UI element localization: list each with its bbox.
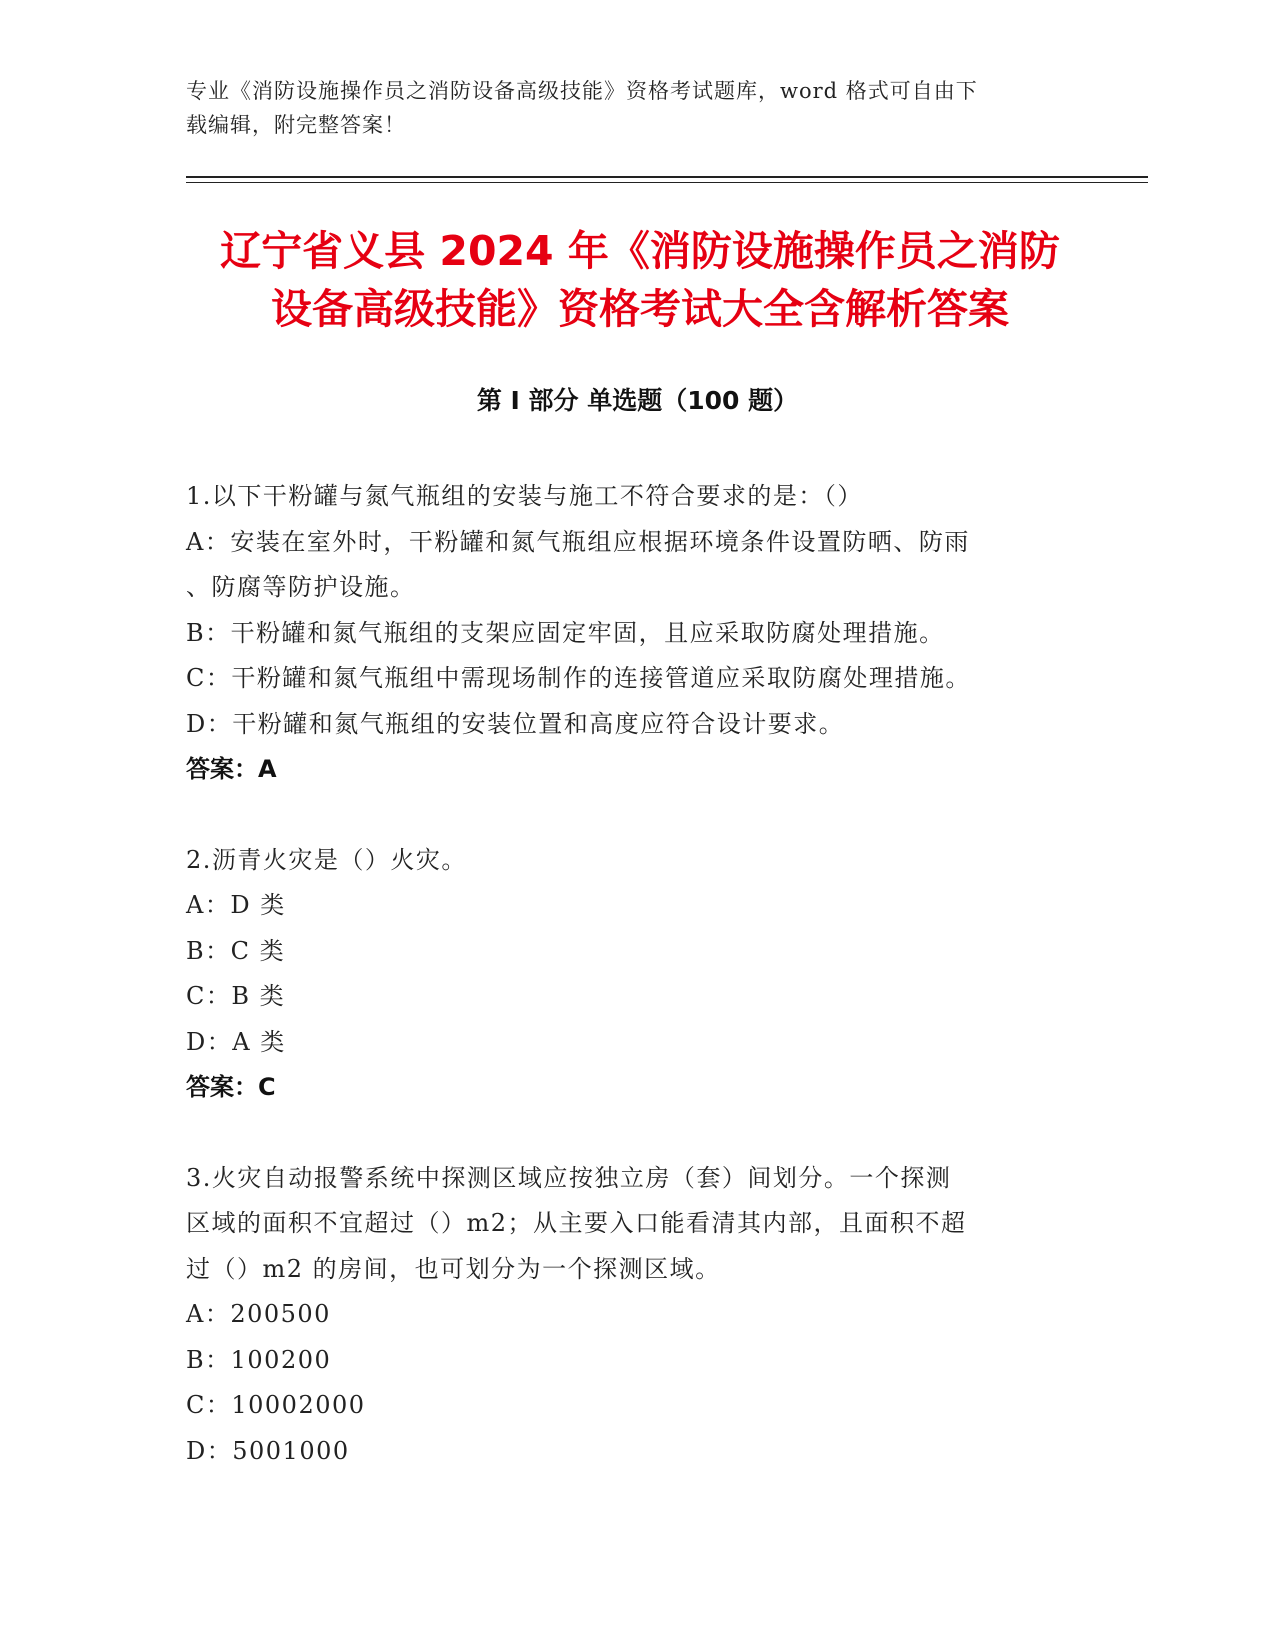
document-title-line: 设备高级技能》资格考试大全含解析答案	[271, 285, 1009, 333]
answer: 答案：A	[186, 755, 277, 783]
answer: 答案：C	[186, 1073, 276, 1101]
header-note-line: 载编辑，附完整答案！	[186, 113, 406, 137]
option-b: B：100200	[186, 1345, 332, 1374]
header-note-line: 专业《消防设施操作员之消防设备高级技能》资格考试题库，word 格式可自由下	[186, 79, 978, 103]
option-a: A：安装在室外时，干粉罐和氮气瓶组应根据环境条件设置防晒、防雨	[186, 527, 970, 556]
option-b: B：C 类	[186, 936, 286, 965]
section-title: 第 I 部分 单选题（100 题）	[476, 386, 799, 415]
option-d: D：5001000	[186, 1436, 350, 1465]
option-b: B：干粉罐和氮气瓶组的支架应固定牢固，且应采取防腐处理措施。	[186, 618, 945, 647]
question-list	[186, 474, 1066, 1474]
header-rule-thin	[186, 182, 1148, 183]
header-rule-thick	[186, 176, 1148, 178]
option-c: C：B 类	[186, 982, 286, 1010]
option-a-continued: 、防腐等防护设施。	[186, 573, 416, 601]
document-title	[160, 222, 1120, 338]
option-d: D：干粉罐和氮气瓶组的安装位置和高度应符合设计要求。	[186, 709, 845, 738]
option-d: D：A 类	[186, 1027, 286, 1056]
question-stem: 1.以下干粉罐与氮气瓶组的安装与施工不符合要求的是：（）	[186, 482, 863, 510]
question-item	[186, 474, 1066, 793]
question-stem: 2.沥青火灾是（）火灾。	[186, 845, 467, 874]
question-item	[186, 838, 1066, 1111]
option-a: A：200500	[186, 1300, 331, 1328]
document-title-line: 辽宁省义县 2024 年《消防设施操作员之消防	[220, 227, 1060, 275]
question-stem: 过（）m2 的房间，也可划分为一个探测区域。	[186, 1254, 721, 1283]
header-note	[186, 74, 1066, 142]
spacer	[186, 1111, 1066, 1156]
question-stem: 区域的面积不宜超过（）m2；从主要入口能看清其内部，且面积不超	[186, 1209, 967, 1237]
option-c: C：10002000	[186, 1391, 366, 1419]
question-item	[186, 1156, 1066, 1475]
option-c: C：干粉罐和氮气瓶组中需现场制作的连接管道应采取防腐处理措施。	[186, 664, 971, 692]
question-stem: 3.火灾自动报警系统中探测区域应按独立房（套）间划分。一个探测	[186, 1163, 952, 1192]
spacer	[186, 793, 1066, 838]
option-a: A：D 类	[186, 891, 286, 919]
